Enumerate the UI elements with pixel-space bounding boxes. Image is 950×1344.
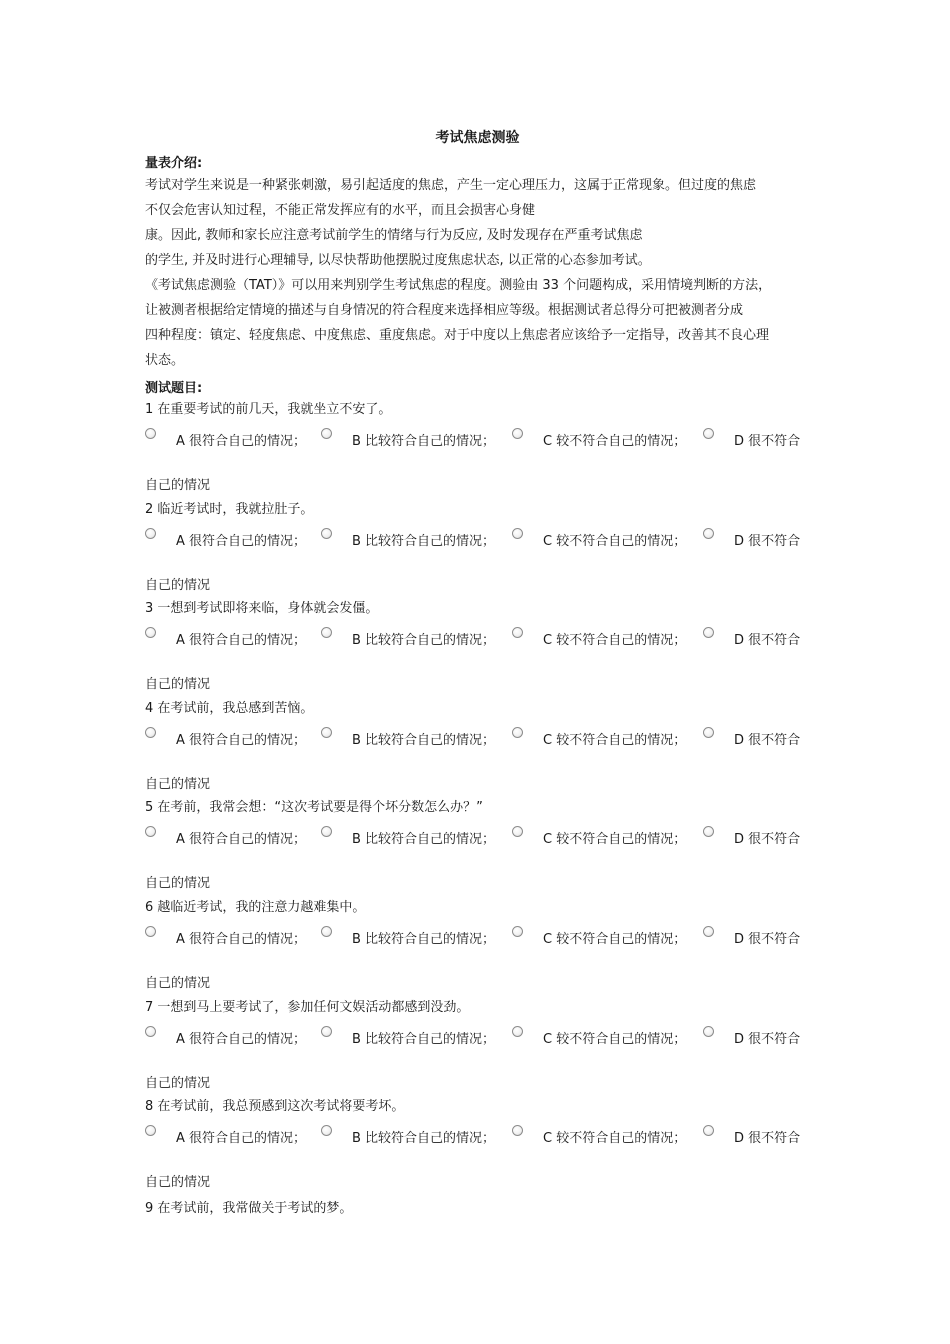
question-item [145,699,810,799]
question-text: 3 一想到考试即将来临，身体就会发僵。 [145,601,379,616]
option-a-label: A 很符合自己的情况； [176,1131,307,1146]
test-heading: 测试题目: [145,381,203,396]
option-a-radio[interactable] [145,528,156,539]
option-b-label: B 比较符合自己的情况； [352,434,496,449]
question-text: 2 临近考试时，我就拉肚子。 [145,502,314,517]
option-c-radio[interactable] [512,528,523,539]
intro-line: 让被测者根据给定情境的描述与自身情况的符合程度来选择相应等级。根据测试者总得分可把被测者分成 [145,303,744,318]
question-text: 7 一想到马上要考试了，参加任何文娱活动都感到没劲。 [145,1000,470,1015]
option-d-label: D 很不符合 [734,832,801,847]
question-item [145,898,810,998]
option-d-label: D 很不符合 [734,534,801,549]
option-d-label: D 很不符合 [734,932,801,947]
option-a-radio[interactable] [145,1125,156,1136]
option-d-label: D 很不符合 [734,733,801,748]
option-d-continuation: 自己的情况 [145,1175,211,1190]
option-d-continuation: 自己的情况 [145,677,211,692]
option-d-continuation: 自己的情况 [145,777,211,792]
option-b-label: B 比较符合自己的情况； [352,1032,496,1047]
intro-line: 状态。 [145,353,185,368]
option-d-label: D 很不符合 [734,434,801,449]
option-c-label: C 较不符合自己的情况； [543,534,687,549]
option-b-label: B 比较符合自己的情况； [352,832,496,847]
option-a-label: A 很符合自己的情况； [176,733,307,748]
question-item [145,400,810,500]
question-item [145,1097,810,1197]
question-text: 8 在考试前，我总预感到这次考试将要考坏。 [145,1099,405,1114]
intro-line: 《考试焦虑测验（TAT）》可以用来判别学生考试焦虑的程度。测验由 33 个问题构成，采用情境判断的方法， [145,278,772,293]
option-d-continuation: 自己的情况 [145,578,211,593]
option-d-continuation: 自己的情况 [145,976,211,991]
option-c-label: C 较不符合自己的情况； [543,932,687,947]
intro-line: 康。因此, 教师和家长应注意考试前学生的情绪与行为反应, 及时发现存在严重考试焦虑 [145,228,643,243]
option-d-radio[interactable] [703,1026,714,1037]
option-c-radio[interactable] [512,428,523,439]
option-b-radio[interactable] [321,1125,332,1136]
question-item [145,500,810,600]
option-a-label: A 很符合自己的情况； [176,832,307,847]
option-b-radio[interactable] [321,1026,332,1037]
option-c-label: C 较不符合自己的情况； [543,434,687,449]
option-d-continuation: 自己的情况 [145,478,211,493]
option-b-radio[interactable] [321,428,332,439]
option-a-radio[interactable] [145,1026,156,1037]
option-d-label: D 很不符合 [734,1032,801,1047]
question-text: 4 在考试前，我总感到苦恼。 [145,701,314,716]
option-b-label: B 比较符合自己的情况； [352,633,496,648]
option-d-label: D 很不符合 [734,633,801,648]
option-a-radio[interactable] [145,926,156,937]
option-b-label: B 比较符合自己的情况； [352,1131,496,1146]
option-a-radio[interactable] [145,428,156,439]
option-d-radio[interactable] [703,528,714,539]
question-text: 5 在考前，我常会想：“这次考试要是得个坏分数怎么办？” [145,800,483,815]
option-b-radio[interactable] [321,926,332,937]
option-a-radio[interactable] [145,727,156,738]
option-c-radio[interactable] [512,926,523,937]
question-item [145,599,810,699]
intro-heading: 量表介绍: [145,156,203,171]
option-b-label: B 比较符合自己的情况； [352,534,496,549]
option-b-radio[interactable] [321,826,332,837]
option-d-radio[interactable] [703,428,714,439]
intro-line: 考试对学生来说是一种紧张刺激，易引起适度的焦虑，产生一定心理压力，这属于正常现象。但过度的焦虑 [145,178,757,193]
option-d-radio[interactable] [703,627,714,638]
question-item [145,998,810,1098]
option-a-radio[interactable] [145,826,156,837]
option-c-radio[interactable] [512,1026,523,1037]
option-d-radio[interactable] [703,826,714,837]
option-c-label: C 较不符合自己的情况； [543,733,687,748]
option-d-continuation: 自己的情况 [145,1076,211,1091]
option-c-radio[interactable] [512,826,523,837]
question-text: 6 越临近考试，我的注意力越难集中。 [145,900,366,915]
page-title: 考试焦虑测验 [435,130,520,146]
option-c-label: C 较不符合自己的情况； [543,633,687,648]
option-c-label: C 较不符合自己的情况； [543,1032,687,1047]
option-c-label: C 较不符合自己的情况； [543,1131,687,1146]
option-c-radio[interactable] [512,727,523,738]
option-b-radio[interactable] [321,727,332,738]
option-d-label: D 很不符合 [734,1131,801,1146]
option-d-radio[interactable] [703,1125,714,1136]
intro-line: 四种程度：镇定、轻度焦虑、中度焦虑、重度焦虑。对于中度以上焦虑者应该给予一定指导，改善其不良心理 [145,328,770,343]
option-c-label: C 较不符合自己的情况； [543,832,687,847]
option-a-label: A 很符合自己的情况； [176,932,307,947]
intro-line: 不仅会危害认知过程，不能正常发挥应有的水平，而且会损害心身健 [145,203,536,218]
option-a-label: A 很符合自己的情况； [176,1032,307,1047]
option-b-label: B 比较符合自己的情况； [352,932,496,947]
option-c-radio[interactable] [512,1125,523,1136]
option-d-radio[interactable] [703,727,714,738]
intro-line: 的学生, 并及时进行心理辅导, 以尽快帮助他摆脱过度焦虑状态, 以正常的心态参加考试。 [145,253,651,268]
option-b-label: B 比较符合自己的情况； [352,733,496,748]
option-b-radio[interactable] [321,627,332,638]
question-text: 1 在重要考试的前几天，我就坐立不安了。 [145,402,392,417]
option-a-radio[interactable] [145,627,156,638]
option-d-continuation: 自己的情况 [145,876,211,891]
option-a-label: A 很符合自己的情况； [176,633,307,648]
question-text: 9 在考试前，我常做关于考试的梦。 [145,1201,353,1216]
question-item [145,798,810,898]
option-d-radio[interactable] [703,926,714,937]
option-b-radio[interactable] [321,528,332,539]
option-c-radio[interactable] [512,627,523,638]
option-a-label: A 很符合自己的情况； [176,534,307,549]
option-a-label: A 很符合自己的情况； [176,434,307,449]
